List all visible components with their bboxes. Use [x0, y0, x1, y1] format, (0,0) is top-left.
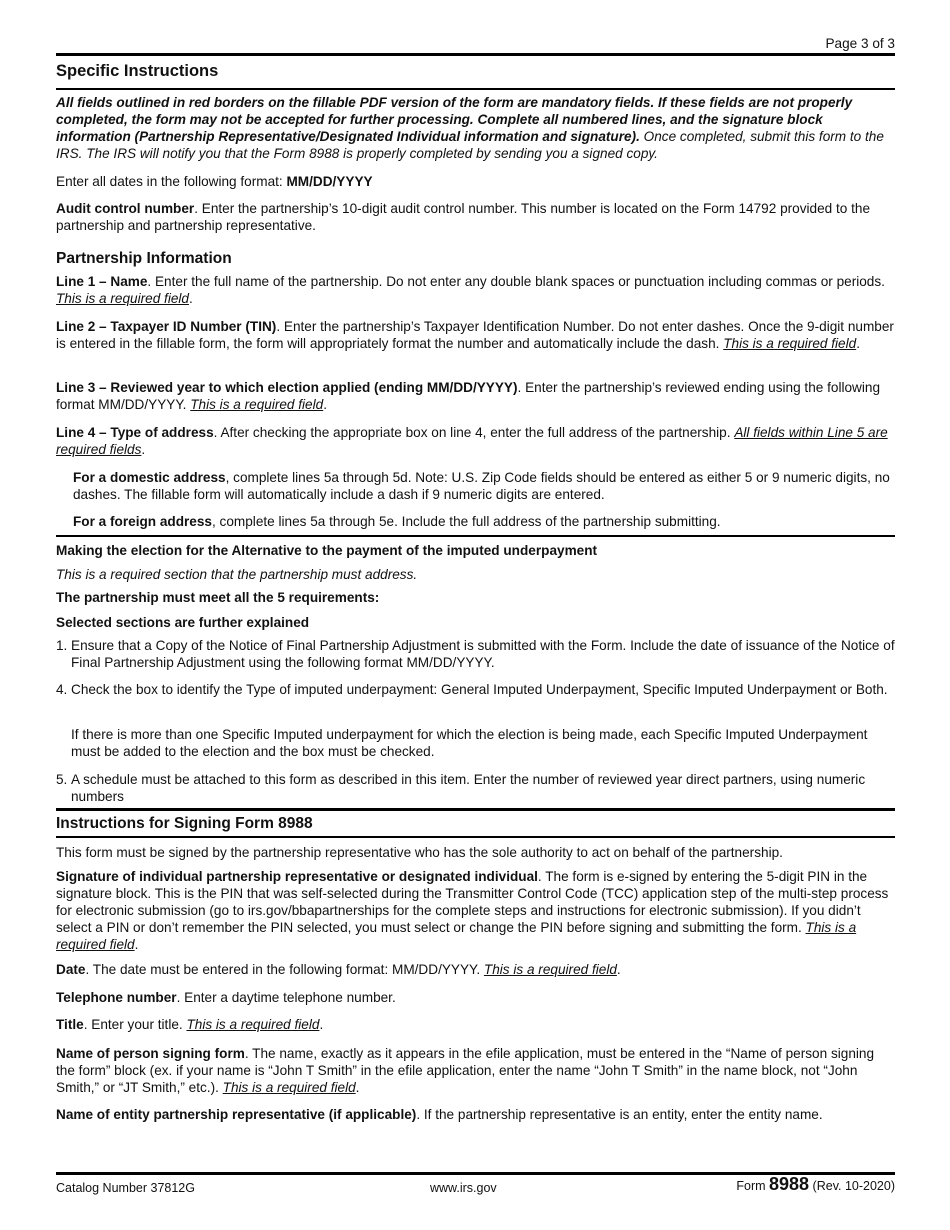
- phone-text: . Enter a daytime telephone number.: [176, 990, 396, 1005]
- item-number: 4.: [56, 682, 68, 697]
- page-number: Page 3 of 3: [825, 36, 895, 51]
- item-text: A schedule must be attached to this form as described in this item. Enter the number of reviewed year direct partners, using numeric numbers: [71, 772, 866, 804]
- line3-label: Line 3 – Reviewed year to which election applied (ending MM/DD/YYYY): [56, 380, 518, 395]
- form-id: [736, 1176, 895, 1195]
- election-item-4-extra: If there is more than one Specific Imputed underpayment for which the election is being made, each Specific Imputed Underpayment must be added to the election and the box must be checked.: [71, 727, 868, 759]
- line4-label: Line 4 – Type of address: [56, 425, 214, 440]
- title-required: This is a required field: [186, 1017, 320, 1032]
- entity-label: Name of entity partnership representative (if applicable): [56, 1107, 417, 1122]
- signature-label: Signature of individual partnership representative or designated individual: [56, 869, 538, 884]
- title-paragraph: [56, 1016, 895, 1033]
- line3-paragraph: [56, 379, 895, 413]
- line3-text: . Enter the partnership’s reviewed ending using the following format MM/DD/YYYY.: [56, 380, 881, 412]
- audit-text: . Enter the partnership’s 10-digit audit control number. This number is located on the Form 14792 provided to the partnership and partnership representative.: [56, 201, 871, 233]
- election-selected: Selected sections are further explained: [56, 615, 310, 630]
- signature-end: .: [134, 937, 139, 952]
- line1-paragraph: [56, 273, 895, 307]
- entity-text: . If the partnership representative is an entity, enter the entity name.: [416, 1107, 823, 1122]
- title-text: . Enter your title.: [83, 1017, 187, 1032]
- election-required-note: This is a required section that the partnership must address.: [56, 567, 418, 582]
- line3-required: This is a required field: [190, 397, 324, 412]
- title-label: Title: [56, 1017, 84, 1032]
- name-paragraph: [56, 1045, 895, 1096]
- signing-intro: This form must be signed by the partnership representative who has the sole authority to act on behalf of the partnership.: [56, 845, 783, 860]
- item-number: 1.: [56, 638, 68, 653]
- intro-paragraph: [56, 94, 895, 162]
- election-heading: Making the election for the Alternative to the payment of the imputed underpayment: [56, 543, 598, 558]
- item-text: Ensure that a Copy of the Notice of Final Partnership Adjustment is submitted with the Form. Include the date of issuance of the Notice of Final Partnership Adjustment using the following format MM/DD/YYYY.: [71, 638, 895, 670]
- date-text: . The date must be entered in the following format: MM/DD/YYYY.: [85, 962, 484, 977]
- date-format-value: MM/DD/YYYY: [286, 174, 373, 189]
- signature-text: . The form is e-signed by entering the 5-digit PIN in the signature block. This is the PIN that was self-selected during the Transmitter Control Code (TCC) application step of the multi-step process for electronic submission (go to irs.gov/bbapartnerships for the complete steps and instructions for electronic submission). If you didn’t select a PIN or don’t remember the PIN selected, you must select or change the PIN before signing and submitting the form.: [56, 869, 889, 935]
- date-label: Date: [56, 962, 86, 977]
- election-item-4: [56, 681, 895, 698]
- signature-paragraph: [56, 868, 895, 953]
- title-end: .: [319, 1017, 324, 1032]
- line4-paragraph: [56, 424, 895, 458]
- date-required: This is a required field: [483, 962, 617, 977]
- phone-label: Telephone number: [56, 990, 177, 1005]
- name-end: .: [355, 1080, 360, 1095]
- name-required: This is a required field: [222, 1080, 356, 1095]
- date-paragraph: [56, 961, 895, 978]
- line4-end: .: [141, 442, 146, 457]
- domestic-label: For a domestic address: [73, 470, 226, 485]
- date-end: .: [616, 962, 621, 977]
- election-item-5: [56, 771, 895, 805]
- foreign-label: For a foreign address: [73, 514, 212, 529]
- line1-label: Line 1 – Name: [56, 274, 148, 289]
- date-format-text: Enter all dates in the following format:: [56, 174, 287, 189]
- form-number: 8988: [769, 1174, 810, 1194]
- website-link[interactable]: www.irs.gov: [430, 1181, 497, 1195]
- audit-paragraph: [56, 200, 895, 234]
- foreign-text: , complete lines 5a through 5e. Include the full address of the partnership submitting.: [212, 514, 721, 529]
- entity-paragraph: [56, 1106, 895, 1123]
- election-item-1: [56, 637, 895, 671]
- phone-paragraph: [56, 989, 895, 1006]
- title-rule: [56, 88, 895, 90]
- signing-rule-top: [56, 808, 895, 811]
- intro-italic: Once completed, submit this form to the IRS. The IRS will notify you that the Form 8988 is properly completed by sending you a signed copy.: [56, 129, 884, 161]
- form-revision: (Rev. 10-2020): [812, 1179, 895, 1193]
- line2-paragraph: [56, 318, 895, 352]
- election-rule: [56, 535, 895, 537]
- signing-rule-bottom: [56, 836, 895, 838]
- line3-end: .: [323, 397, 327, 412]
- name-text: . The name, exactly as it appears in the efile application, must be entered in the “Name of person signing the form” block (ex. if your name is “John T Smith” in the efile application, enter the name “John T Smith” in the name block, not “John Smith,” or “JT Smith,” etc.).: [56, 1046, 875, 1095]
- name-label: Name of person signing form: [56, 1046, 245, 1061]
- line4-text: . After checking the appropriate box on line 4, enter the full address of the partnership.: [213, 425, 735, 440]
- top-rule: [56, 53, 895, 56]
- line2-required: This is a required field: [723, 336, 857, 351]
- domestic-address-paragraph: [73, 469, 895, 503]
- line1-text: . Enter the full name of the partnership. Do not enter any double blank spaces or punctuation including commas or periods.: [147, 274, 885, 289]
- line4-required: All fields within Line 5 are required fields: [56, 425, 888, 457]
- signature-required: This is a required field: [56, 920, 857, 952]
- item-number: 5.: [56, 772, 68, 787]
- line1-required: This is a required field: [56, 291, 189, 306]
- line2-label: Line 2 – Taxpayer ID Number (TIN): [56, 319, 277, 334]
- page-title: Specific Instructions: [56, 62, 219, 80]
- line2-text: . Enter the partnership’s Taxpayer Identification Number. Do not enter dashes. Once the 9-digit number is entered in the fillable form, the form will appropriately format the number and automatically include the dash.: [56, 319, 894, 351]
- foreign-address-paragraph: [73, 513, 895, 530]
- signing-heading: Instructions for Signing Form 8988: [56, 815, 313, 832]
- election-must-meet: The partnership must meet all the 5 requirements:: [56, 590, 380, 605]
- intro-bold: All fields outlined in red borders on the fillable PDF version of the form are mandatory fields. If these fields are not properly completed, the form may not be accepted for further processing. Complete all numbered lines, and the signature block information (Partnership Representative/Designated Individual information and signature).: [56, 95, 853, 144]
- partnership-heading: Partnership Information: [56, 250, 232, 267]
- domestic-text: , complete lines 5a through 5d. Note: U.S. Zip Code fields should be entered as either 5 or 9 numeric digits, no dashes. The fillable form will automatically include a dash if 9 numeric digits are entered.: [73, 470, 890, 502]
- date-format-paragraph: [56, 173, 895, 190]
- catalog-number: Catalog Number 37812G: [56, 1181, 195, 1195]
- line1-end: .: [188, 291, 193, 306]
- form-word: Form: [736, 1179, 766, 1193]
- line2-end: .: [856, 336, 860, 351]
- audit-label: Audit control number: [56, 201, 195, 216]
- item-text: Check the box to identify the Type of imputed underpayment: General Imputed Underpayment, Specific Imputed Underpayment or Both.: [71, 682, 888, 697]
